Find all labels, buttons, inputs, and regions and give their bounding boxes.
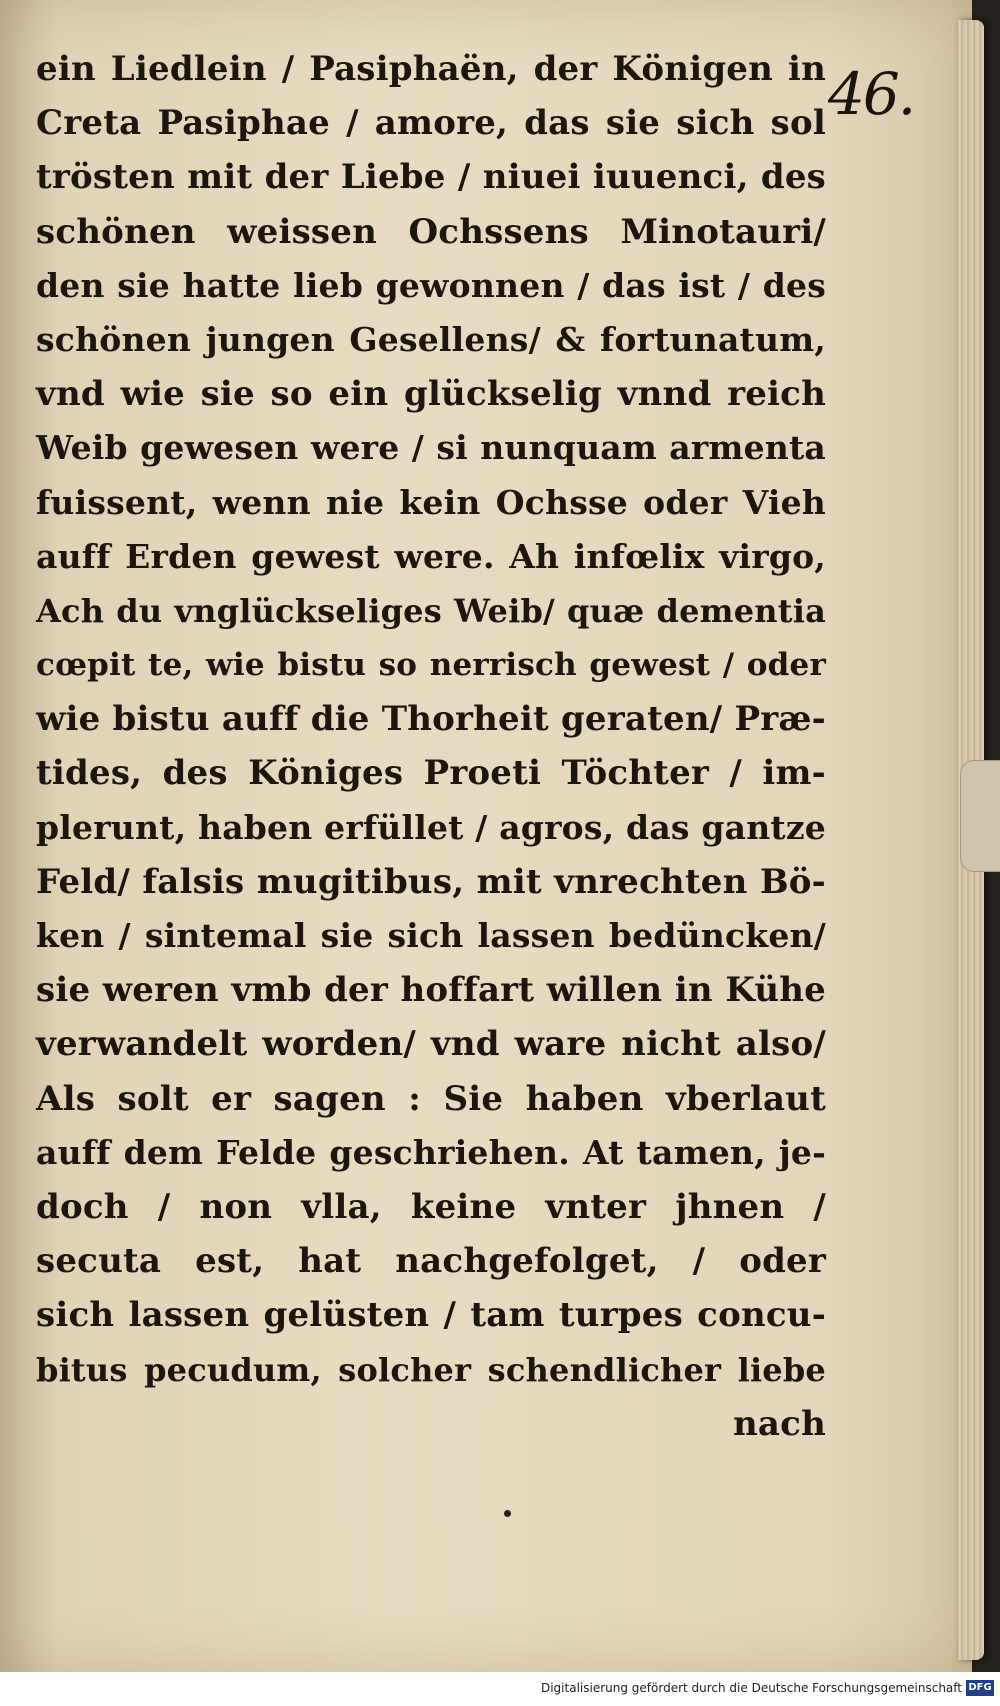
text-line: secuta est, hat nachgefolget, / oder [36, 1241, 826, 1282]
text-line: sich lassen gelüsten / tam turpes concu- [36, 1295, 826, 1336]
text-line: auff dem Felde geschriehen. At tamen, je- [36, 1132, 826, 1172]
text-line: Creta Pasiphae / amore, das sie sich sol [36, 103, 826, 144]
folio-number: 46. [828, 60, 915, 128]
text-line: Feld/ falsis mugitibus, mit vnrechten Bö- [36, 861, 826, 902]
text-line: nach [733, 1403, 826, 1444]
text-line: doch / non vlla, keine vnter jhnen / [36, 1186, 826, 1227]
text-line: verwandelt worden/ vnd ware nicht also/ [36, 1024, 826, 1065]
text-line: Als solt er sagen : Sie haben vberlaut [36, 1078, 826, 1119]
text-line: tides, des Königes Proeti Töchter / im- [36, 753, 826, 794]
text-line: trösten mit der Liebe / niuei iuuenci, des [36, 157, 826, 198]
text-line: Weib gewesen were / si nunquam armenta [36, 428, 826, 468]
text-block [36, 42, 826, 1451]
text-line: den sie hatte lieb gewonnen / das ist / des [36, 265, 826, 305]
dfg-logo: DFG [966, 1680, 994, 1696]
text-line: auff Erden gewest were. Ah infœlix virgo, [36, 536, 826, 576]
text-line: ein Liedlein / Pasiphaën, der Königen in [36, 49, 826, 89]
text-line: fuissent, wenn nie kein Ochsse oder Vieh [36, 482, 826, 522]
text-line: ken / sintemal sie sich lassen bedüncken/ [36, 916, 826, 955]
text-line: schönen weissen Ochssens Minotauri/ [36, 211, 826, 252]
footer-bar [0, 1672, 1000, 1706]
text-line: plerunt, haben erfüllet / agros, das gantze [36, 807, 826, 847]
ink-spot [504, 1510, 511, 1517]
text-line: sie weren vmb der hoffart willen in Kühe [36, 970, 826, 1011]
text-line: Ach du vnglückseliges Weib/ quæ dementia [36, 591, 826, 630]
text-line: cœpit te, wie bistu so nerrisch gewest / oder [36, 647, 826, 684]
text-line: schönen jungen Gesellens/ & fortunatum, [36, 319, 826, 359]
text-line: bitus pecudum, solcher schendlicher liebe [36, 1350, 826, 1389]
text-line: vnd wie sie so ein glückselig vnnd reich [36, 374, 826, 415]
bookmark-tab [960, 760, 1000, 872]
footer-credit: Digitalisierung gefördert durch die Deutsche Forschungsgemeinschaft [540, 1681, 962, 1695]
text-line: wie bistu auff die Thorheit geraten/ Præ- [36, 699, 826, 740]
